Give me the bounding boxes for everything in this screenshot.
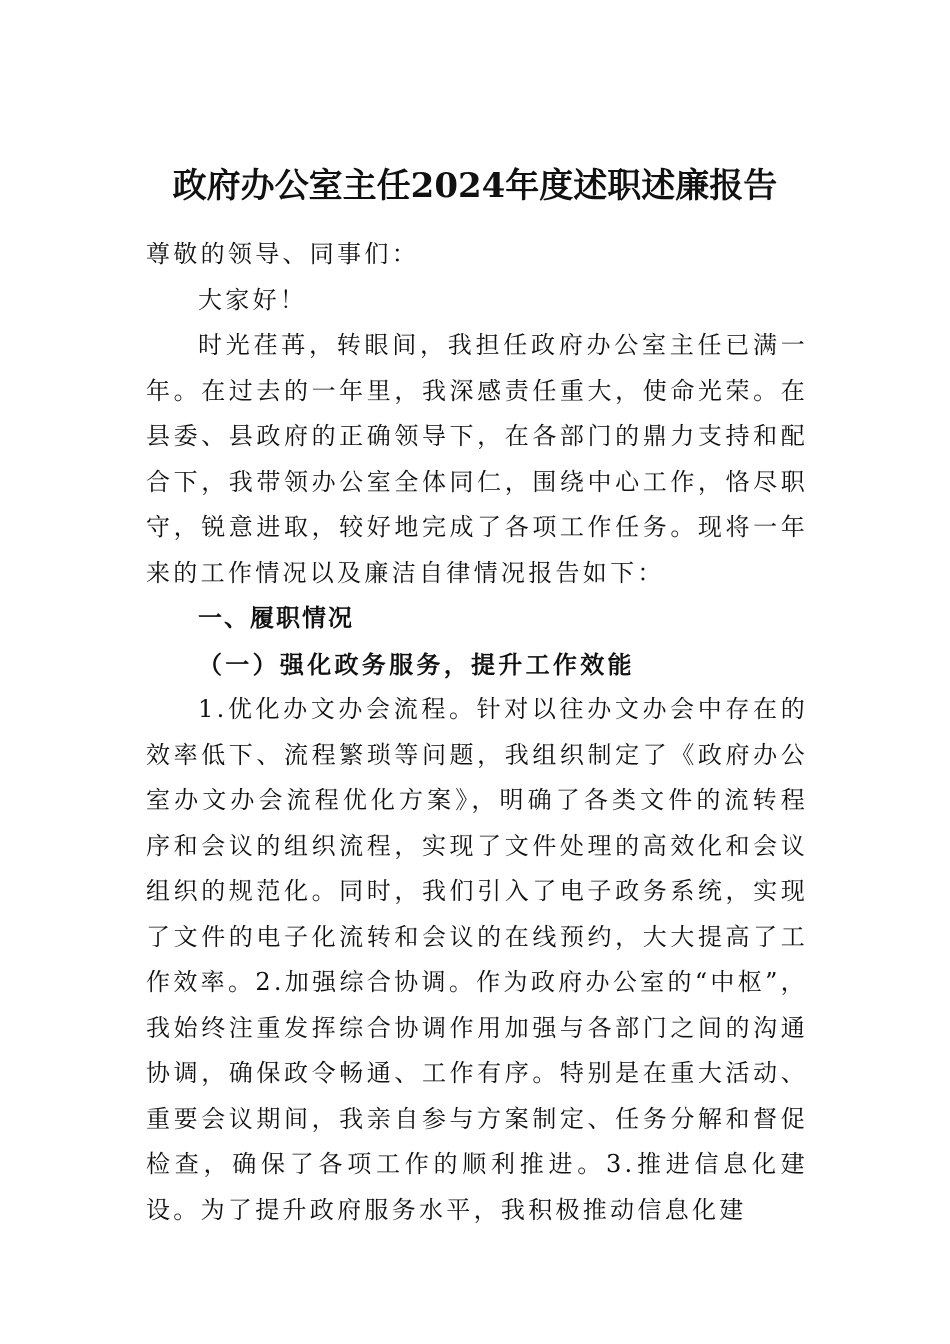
- document-title: 政府办公室主任2024年度述职述廉报告: [172, 166, 778, 206]
- body-paragraph: 1.优化办文办会流程。针对以往办文办会中存在的效率低下、流程繁琐等问题，我组织制定了《政府办公室办文办会流程优化方案》，明确了各类文件的流转程序和会议的组织流程，实现了文件处理的高效化和会议组织的规范化。同时，我们引入了电子政务系统，实现了文件的电子化流转和会议的在线预约，大大提高了工作效率。2.加强综合协调。作为政府办公室的“中枢”，我始终注重发挥综合协调作用加强与各部门之间的沟通协调，确保政令畅通、工作有序。特别是在重大活动、重要会议期间，我亲自参与方案制定、任务分解和督促检查，确保了各项工作的顺利推进。3.推进信息化建设。为了提升政府服务水平，我积极推动信息化建: [146, 695, 808, 1224]
- document-body: [146, 232, 808, 1233]
- subsection-heading: （一）强化政务服务，提升工作效能: [198, 649, 635, 679]
- section-heading: 一、履职情况: [198, 604, 354, 632]
- intro-paragraph: 时光荏苒，转眼间，我担任政府办公室主任已满一年。在过去的一年里，我深感责任重大，使命光荣。在县委、县政府的正确领导下，在各部门的鼎力支持和配合下，我带领办公室全体同仁，围绕中心工作，恪尽职守，锐意进取，较好地完成了各项工作任务。现将一年来的工作情况以及廉洁自律情况报告如下：: [146, 331, 808, 587]
- salutation: 尊敬的领导、同事们：: [146, 240, 419, 268]
- greeting: 大家好！: [198, 285, 308, 314]
